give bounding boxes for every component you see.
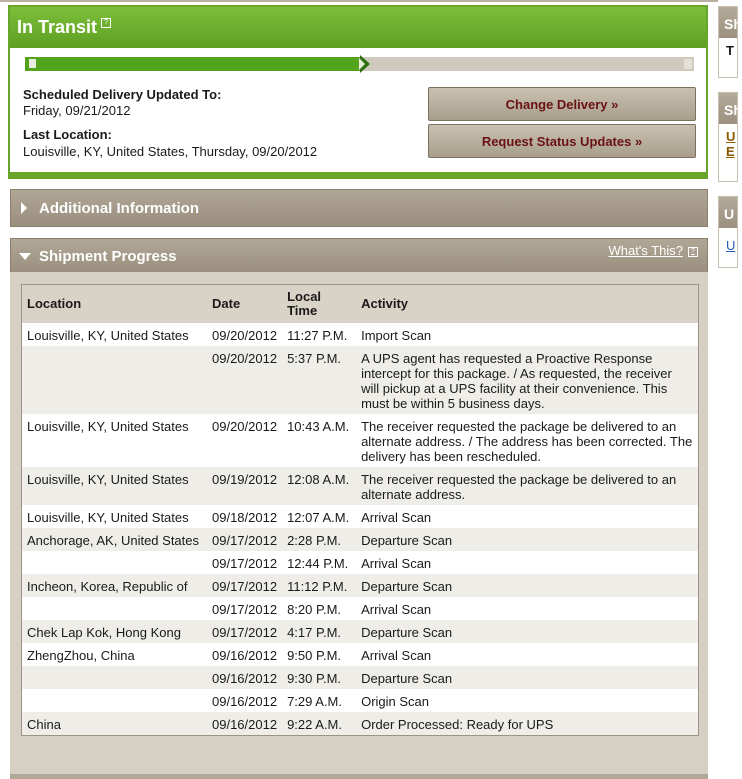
- cell-date: 09/17/2012: [207, 620, 282, 643]
- cell-date: 09/20/2012: [207, 346, 282, 414]
- cell-location: [22, 597, 207, 620]
- cell-activity: Departure Scan: [356, 620, 698, 643]
- cell-activity: Arrival Scan: [356, 643, 698, 666]
- right-sidebar: [718, 0, 742, 779]
- cell-location: Louisville, KY, United States: [22, 414, 207, 467]
- cell-activity: Origin Scan: [356, 689, 698, 712]
- shipment-progress-panel: [10, 272, 708, 774]
- cell-time: 5:37 P.M.: [282, 346, 356, 414]
- status-title: In Transit: [17, 17, 98, 37]
- column-header-date: Date: [207, 285, 282, 323]
- page-top-border: [0, 0, 735, 2]
- cell-time: 12:07 A.M.: [282, 505, 356, 528]
- sidebar-link[interactable]: U: [726, 129, 736, 144]
- table-row: [22, 574, 698, 597]
- sidebar-box-shipping: [718, 92, 742, 182]
- sidebar-box-text: T: [726, 43, 734, 58]
- table-row: [22, 346, 698, 414]
- shipment-progress-toggle[interactable]: [10, 238, 708, 274]
- cell-activity: A UPS agent has requested a Proactive Response intercept for this package. / As requested, the receiver will pickup at a UPS facility at their convenience. This must be within 5 business days.: [356, 346, 698, 414]
- cell-time: 8:20 P.M.: [282, 597, 356, 620]
- cell-activity: Arrival Scan: [356, 551, 698, 574]
- table-row: [22, 643, 698, 666]
- in-transit-header: [10, 7, 706, 48]
- additional-information-toggle[interactable]: [10, 189, 708, 227]
- collapse-arrow-icon: [19, 253, 31, 260]
- cell-date: 09/16/2012: [207, 666, 282, 689]
- cell-time: 11:12 P.M.: [282, 574, 356, 597]
- cell-date: 09/20/2012: [207, 323, 282, 346]
- in-transit-panel: [8, 5, 708, 179]
- cell-date: 09/17/2012: [207, 551, 282, 574]
- cell-date: 09/19/2012: [207, 467, 282, 505]
- table-row: [22, 712, 698, 735]
- shipment-progress-table: [21, 284, 699, 736]
- cell-location: [22, 689, 207, 712]
- cell-location: Louisville, KY, United States: [22, 505, 207, 528]
- cell-location: [22, 551, 207, 574]
- cell-location: ZhengZhou, China: [22, 643, 207, 666]
- cell-activity: The receiver requested the package be delivered to an alternate address.: [356, 467, 698, 505]
- help-icon: ?: [688, 247, 698, 257]
- table-row: [22, 551, 698, 574]
- column-header-location: Location: [22, 285, 207, 323]
- request-status-updates-button[interactable]: Request Status Updates »: [428, 124, 696, 158]
- table-row: [22, 323, 698, 346]
- column-header-local-time: [282, 285, 356, 323]
- shipment-progress-label: Shipment Progress: [39, 247, 177, 265]
- sidebar-link[interactable]: U: [726, 238, 736, 253]
- sidebar-links: [719, 124, 737, 159]
- cell-location: Incheon, Korea, Republic of: [22, 574, 207, 597]
- table-row: [22, 505, 698, 528]
- cell-time: 2:28 P.M.: [282, 528, 356, 551]
- sidebar-box-ups: [718, 196, 738, 268]
- cell-time: 12:44 P.M.: [282, 551, 356, 574]
- table-row: [22, 666, 698, 689]
- cell-activity: The receiver requested the package be delivered to an alternate address. / The address has been corrected. The delivery has been rescheduled.: [356, 414, 698, 467]
- progress-end-marker: [684, 59, 692, 69]
- column-header-activity: Activity: [356, 285, 698, 323]
- cell-time: 9:50 P.M.: [282, 643, 356, 666]
- cell-time: 12:08 A.M.: [282, 467, 356, 505]
- sidebar-box-shipment: [718, 6, 742, 78]
- cell-time: 9:22 A.M.: [282, 712, 356, 735]
- cell-activity: Arrival Scan: [356, 597, 698, 620]
- progress-fill: [25, 57, 360, 71]
- cell-time: 7:29 A.M.: [282, 689, 356, 712]
- cell-location: Louisville, KY, United States: [22, 323, 207, 346]
- cell-date: 09/16/2012: [207, 643, 282, 666]
- scheduled-delivery-value: Friday, 09/21/2012: [23, 103, 131, 118]
- change-delivery-button[interactable]: Change Delivery »: [428, 87, 696, 121]
- cell-activity: Order Processed: Ready for UPS: [356, 712, 698, 735]
- last-location-value: Louisville, KY, United States, Thursday, 09/20/2012: [23, 144, 318, 159]
- whats-this-label: What's This?: [608, 243, 683, 258]
- expand-arrow-icon: [21, 202, 27, 214]
- sidebar-box-heading: Sh: [719, 7, 737, 38]
- table-row: [22, 528, 698, 551]
- table-row: [22, 467, 698, 505]
- cell-location: China: [22, 712, 207, 735]
- table-row: [22, 689, 698, 712]
- cell-date: 09/16/2012: [207, 712, 282, 735]
- cell-time: 9:30 P.M.: [282, 666, 356, 689]
- additional-information-label: Additional Information: [39, 199, 199, 217]
- cell-activity: Departure Scan: [356, 528, 698, 551]
- table-row: [22, 620, 698, 643]
- cell-activity: Import Scan: [356, 323, 698, 346]
- column-header-local-time-line1: Local: [287, 289, 322, 304]
- cell-date: 09/20/2012: [207, 414, 282, 467]
- table-header-row: [22, 285, 698, 323]
- cell-time: 11:27 P.M.: [282, 323, 356, 346]
- sidebar-links: [719, 228, 737, 253]
- cell-location: Anchorage, AK, United States: [22, 528, 207, 551]
- cell-date: 09/18/2012: [207, 505, 282, 528]
- progress-arrow-inner: [359, 58, 365, 70]
- divider: [10, 172, 706, 177]
- progress-start-marker: [29, 59, 36, 68]
- cell-location: [22, 346, 207, 414]
- cell-activity: Arrival Scan: [356, 505, 698, 528]
- cell-date: 09/17/2012: [207, 574, 282, 597]
- cell-activity: Departure Scan: [356, 574, 698, 597]
- panel-bottom-border: [10, 774, 708, 779]
- column-header-local-time-line2: Time: [287, 303, 318, 318]
- delivery-progress-bar: [25, 57, 694, 71]
- cell-location: Louisville, KY, United States: [22, 467, 207, 505]
- help-icon[interactable]: ?: [101, 18, 111, 28]
- cell-date: 09/17/2012: [207, 597, 282, 620]
- sidebar-box-heading: Sh: [719, 93, 737, 124]
- cell-date: 09/17/2012: [207, 528, 282, 551]
- cell-time: 4:17 P.M.: [282, 620, 356, 643]
- cell-activity: Departure Scan: [356, 666, 698, 689]
- sidebar-box-heading: U: [719, 197, 737, 228]
- table-row: [22, 597, 698, 620]
- whats-this-link[interactable]: [609, 243, 699, 258]
- cell-location: Chek Lap Kok, Hong Kong: [22, 620, 207, 643]
- scheduled-delivery-label: Scheduled Delivery Updated To:: [23, 87, 222, 102]
- cell-time: 10:43 A.M.: [282, 414, 356, 467]
- last-location-label: Last Location:: [23, 127, 112, 142]
- cell-date: 09/16/2012: [207, 689, 282, 712]
- cell-location: [22, 666, 207, 689]
- sidebar-link[interactable]: E: [726, 144, 735, 159]
- table-row: [22, 414, 698, 467]
